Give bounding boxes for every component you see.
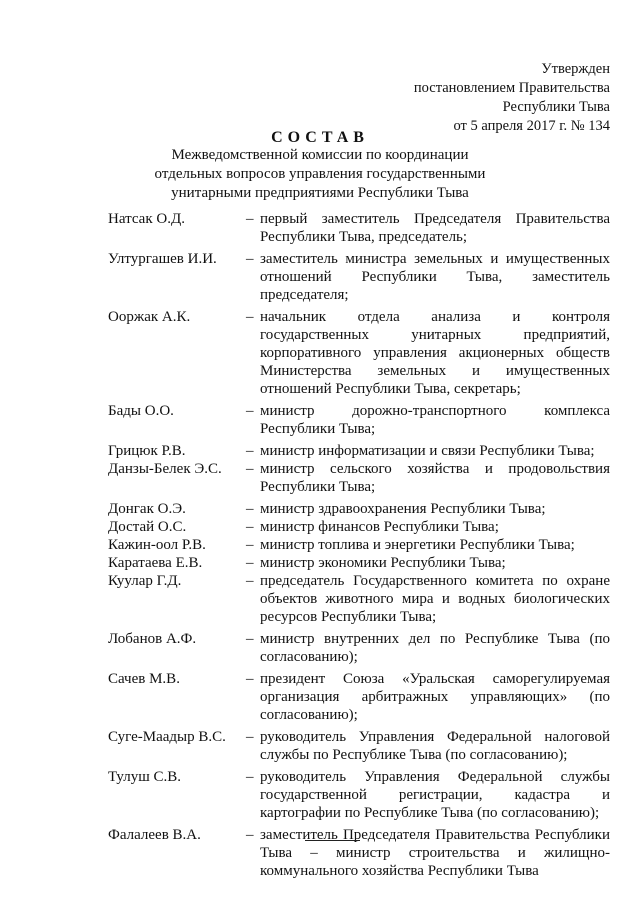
member-name: Ултургашев И.И. [108,251,217,267]
member-row [108,250,610,304]
member-role: министр внутренних дел по Республике Тыва (по согласованию); [260,631,610,665]
member-row [108,210,610,246]
document-subtitle [130,146,510,203]
member-role: министр топлива и энергетики Республики Тыва; [260,537,575,553]
member-name: Донгак О.Э. [108,501,186,517]
member-row [108,826,610,880]
member-role: министр экономики Республики Тыва; [260,555,506,571]
approval-line-2: постановлением Правительства [413,80,610,96]
approval-line-3: Республики Тыва [502,99,610,115]
member-dash: – [246,769,254,785]
member-name: Каратаева Е.В. [108,555,203,571]
member-dash: – [246,555,254,571]
member-role: президент Союза «Уральская саморегулируемая организация арбитражных управляющих» (по согласованию); [260,671,610,723]
end-divider [305,840,360,841]
member-row [108,518,610,536]
member-row [108,460,610,496]
member-name: Бады О.О. [108,403,174,419]
member-name: Данзы-Белек Э.С. [108,461,222,477]
member-row [108,536,610,554]
approval-line-1: Утвержден [541,61,610,77]
member-role: министр сельского хозяйства и продовольствия Республики Тыва; [260,461,610,495]
member-dash: – [246,729,254,745]
member-name: Кажин-оол Р.В. [108,537,206,553]
member-row [108,442,610,460]
member-row [108,500,610,518]
member-dash: – [246,573,254,589]
member-dash: – [246,403,254,419]
member-name: Тулуш С.В. [108,769,182,785]
member-row [108,728,610,764]
member-dash: – [246,443,254,459]
member-row [108,670,610,724]
subtitle-line-3: унитарными предприятиями Республики Тыва [171,185,469,201]
approval-block [380,60,610,136]
member-role: первый заместитель Председателя Правительства Республики Тыва, председатель; [260,211,610,245]
member-dash: – [246,519,254,535]
member-name: Сачев М.В. [108,671,180,687]
approval-line-4: от 5 апреля 2017 г. № 134 [453,118,610,134]
member-dash: – [246,461,254,477]
member-role: министр дорожно-транспортного комплекса Республики Тыва; [260,403,610,437]
member-row [108,768,610,822]
member-dash: – [246,211,254,227]
member-role: министр финансов Республики Тыва; [260,519,499,535]
member-role: руководитель Управления Федеральной налоговой службы по Республике Тыва (по согласованию); [260,729,610,763]
member-role: председатель Государственного комитета по охране объектов животного мира и водных биологических ресурсов Республики Тыва; [260,573,610,625]
members-list [108,210,610,880]
member-name: Фалалеев В.А. [108,827,201,843]
member-role: начальник отдела анализа и контроля государственных унитарных предприятий, корпоративного управления акционерных обществ Министерства земельных и имущественных отношений Республики Тыва, секретарь; [260,309,610,397]
subtitle-line-2: отдельных вопросов управления государственными [154,166,486,182]
member-dash: – [246,671,254,687]
member-dash: – [246,537,254,553]
member-role: заместитель министра земельных и имущественных отношений Республики Тыва, заместитель председателя; [260,251,610,303]
member-name: Достай О.С. [108,519,187,535]
member-row [108,402,610,438]
member-row [108,554,610,572]
member-dash: – [246,309,254,325]
member-role: министр информатизации и связи Республики Тыва; [260,443,595,459]
member-name: Ооржак А.К. [108,309,191,325]
subtitle-line-1: Межведомственной комиссии по координации [171,147,469,163]
document-title: СОСТАВ [271,129,369,146]
member-dash: – [246,501,254,517]
member-role: заместитель Председателя Правительства Республики Тыва – министр строительства и жилищно-коммунального хозяйства Республики Тыва [260,827,610,879]
member-name: Куулар Г.Д. [108,573,182,589]
member-row [108,308,610,398]
member-role: министр здравоохранения Республики Тыва; [260,501,546,517]
member-name: Грицюк Р.В. [108,443,186,459]
member-dash: – [246,827,254,843]
member-row [108,572,610,626]
member-row [108,630,610,666]
member-dash: – [246,631,254,647]
member-name: Лобанов А.Ф. [108,631,197,647]
member-name: Натсак О.Д. [108,211,185,227]
member-name: Суге-Маадыр В.С. [108,729,226,745]
member-role: руководитель Управления Федеральной службы государственной регистрации, кадастра и картографии по Республике Тыва (по согласованию); [260,769,610,821]
member-dash: – [246,251,254,267]
